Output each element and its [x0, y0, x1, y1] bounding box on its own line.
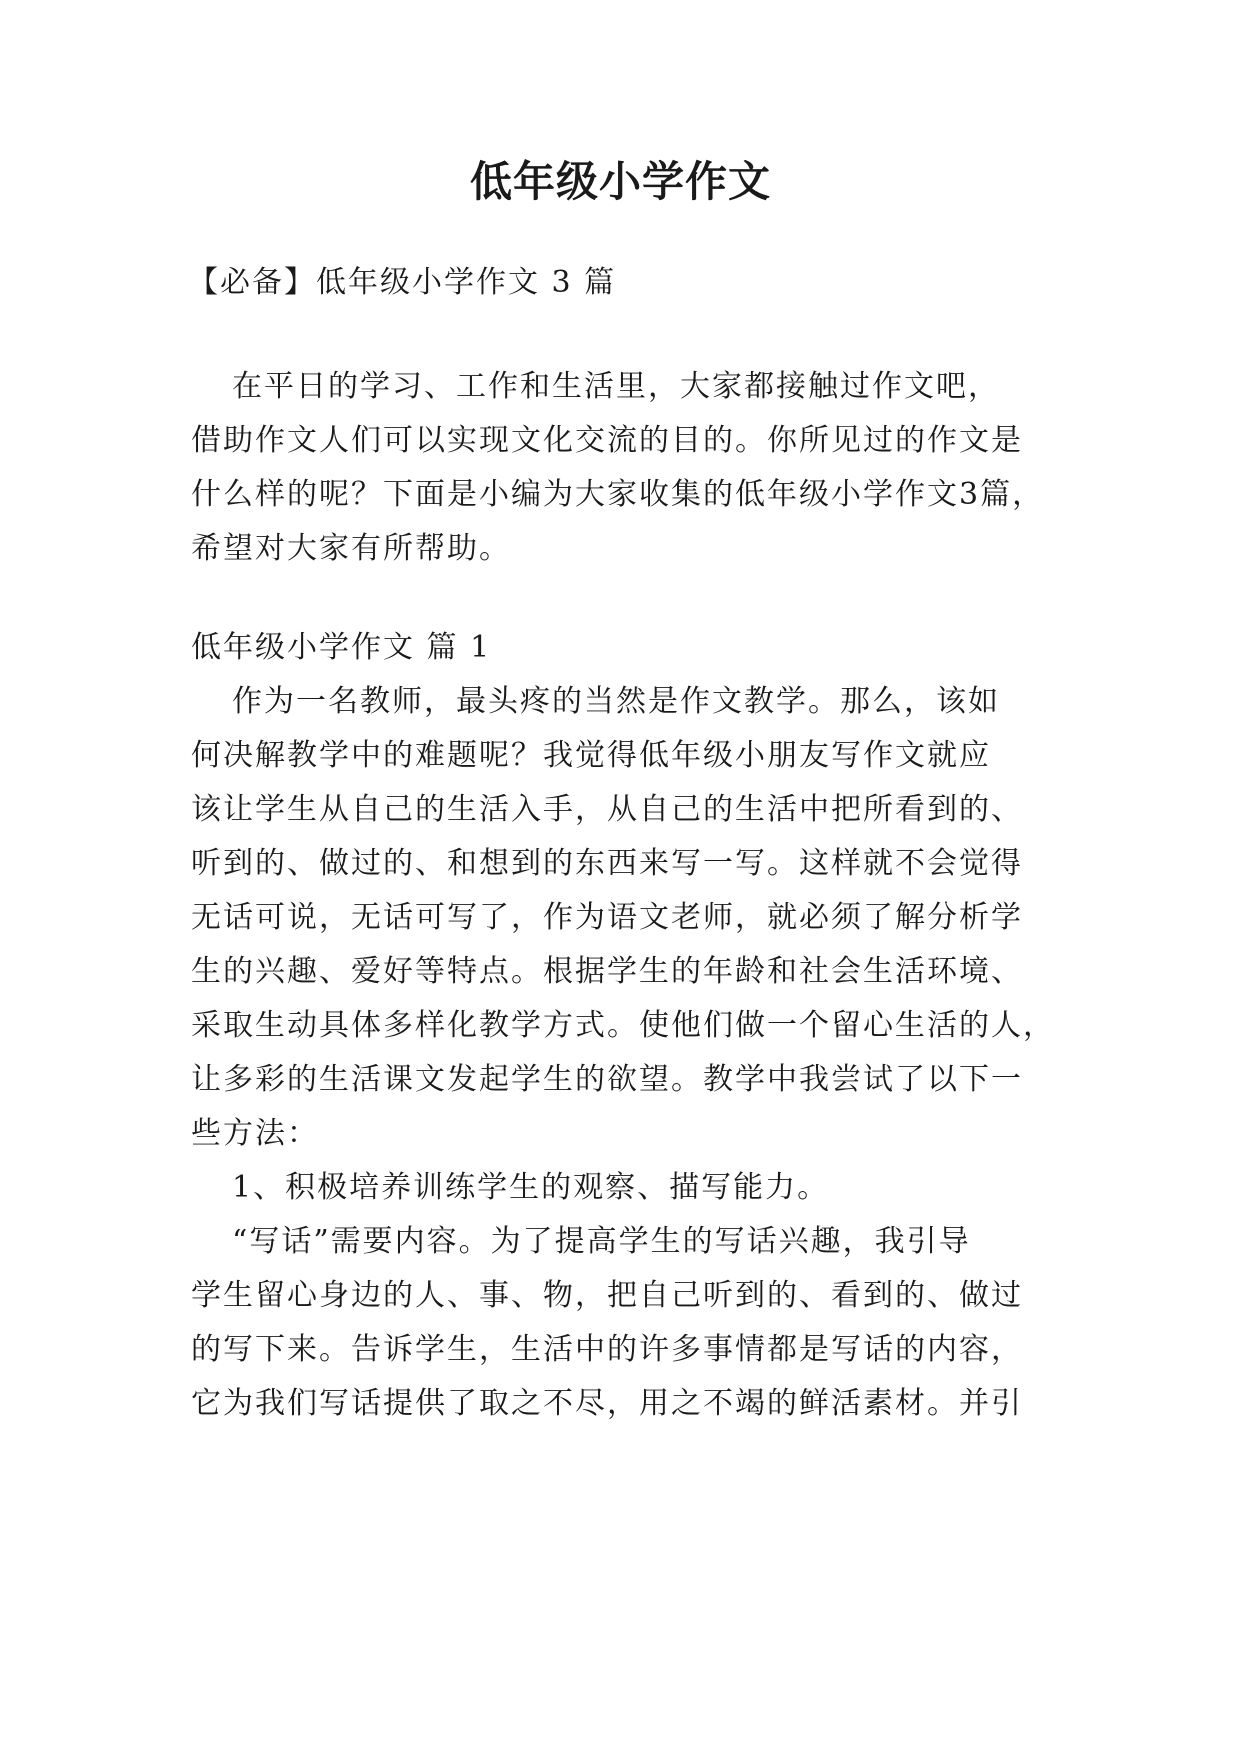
body-line-12: 学生留心身边的人、事、物，把自己听到的、看到的、做过 — [191, 1278, 1023, 1313]
section-heading: 低年级小学作文 篇 1 — [191, 630, 492, 665]
document-subtitle: 【必备】低年级小学作文 3 篇 — [188, 265, 617, 300]
body-line-7: 采取生动具体多样化教学方式。使他们做一个留心生活的人， — [191, 1008, 1055, 1043]
intro-line-4: 希望对大家有所帮助。 — [191, 531, 511, 566]
intro-line-3: 什么样的呢？下面是小编为大家收集的低年级小学作文3篇， — [191, 477, 1045, 512]
body-line-4: 听到的、做过的、和想到的东西来写一写。这样就不会觉得 — [191, 846, 1023, 881]
intro-line-1: 在平日的学习、工作和生活里，大家都接触过作文吧， — [232, 369, 1000, 404]
body-line-11: “写话”需要内容。为了提高学生的写话兴趣，我引导 — [232, 1224, 971, 1259]
body-line-14: 它为我们写话提供了取之不尽，用之不竭的鲜活素材。并引 — [191, 1386, 1023, 1421]
body-line-5: 无话可说，无话可写了，作为语文老师，就必须了解分析学 — [191, 900, 1023, 935]
body-line-13: 的写下来。告诉学生，生活中的许多事情都是写话的内容， — [191, 1332, 1023, 1367]
body-line-6: 生的兴趣、爱好等特点。根据学生的年龄和社会生活环境、 — [191, 954, 1023, 989]
body-line-3: 该让学生从自己的生活入手，从自己的生活中把所看到的、 — [191, 792, 1023, 827]
body-line-1: 作为一名教师，最头疼的当然是作文教学。那么，该如 — [232, 684, 1000, 719]
intro-line-2: 借助作文人们可以实现文化交流的目的。你所见过的作文是 — [191, 423, 1023, 458]
document-title: 低年级小学作文 — [469, 157, 771, 206]
body-line-9: 些方法： — [191, 1116, 319, 1151]
body-line-8: 让多彩的生活课文发起学生的欲望。教学中我尝试了以下一 — [191, 1062, 1023, 1097]
body-line-2: 何决解教学中的难题呢？我觉得低年级小朋友写作文就应 — [191, 738, 991, 773]
body-line-10: 1、积极培养训练学生的观察、描写能力。 — [232, 1170, 830, 1205]
